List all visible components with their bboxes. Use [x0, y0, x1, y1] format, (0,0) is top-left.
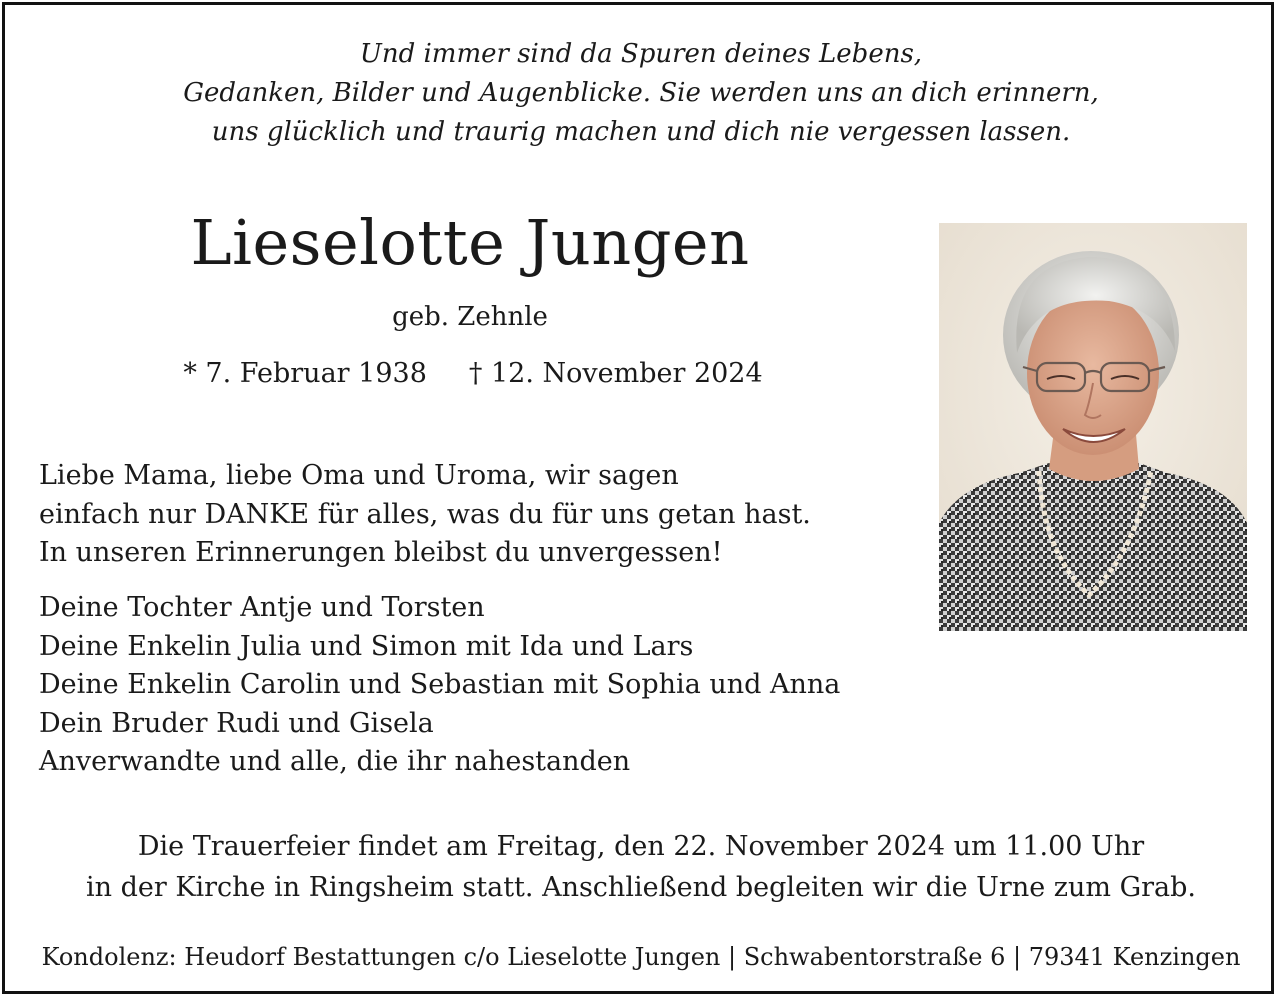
poem-line: Und immer sind da Spuren deines Lebens, [359, 39, 923, 69]
thanks-line: In unseren Erinnerungen bleibst du unvergessen! [39, 537, 723, 568]
memorial-poem [5, 35, 1277, 152]
obituary-notice [2, 2, 1274, 994]
life-dates [5, 357, 941, 391]
family-line: Anverwandte und alle, die ihr nahestanden [39, 746, 631, 777]
poem-line: Gedanken, Bilder und Augenblicke. Sie werden uns an dich erinnern, [183, 78, 1099, 108]
family-line: Dein Bruder Rudi und Gisela [39, 707, 434, 739]
deceased-name: Lieselotte Jungen [190, 206, 750, 279]
thanks-line: Liebe Mama, liebe Oma und Uroma, wir sagen [39, 460, 679, 491]
portrait-photo [939, 223, 1247, 631]
family-line: Deine Tochter Antje und Torsten [39, 592, 485, 623]
family-line: Deine Enkelin Carolin und Sebastian mit Sophia und Anna [39, 669, 841, 700]
service-line: in der Kirche in Ringsheim statt. Anschließend begleiten wir die Urne zum Grab. [85, 872, 1197, 903]
thanks-message [39, 457, 811, 573]
condolence-address: Kondolenz: Heudorf Bestattungen c/o Lieselotte Jungen | Schwabentorstraße 6 | 79341 Kenzingen [41, 943, 1241, 971]
death-date: † 12. November 2024 [468, 358, 763, 389]
thanks-line: einfach nur DANKE für alles, was du für uns getan hast. [39, 498, 811, 530]
family-list [39, 589, 840, 782]
poem-line: uns glücklich und traurig machen und dich nie vergessen lassen. [211, 117, 1071, 147]
birth-date: * 7. Februar 1938 [183, 358, 427, 389]
funeral-service-info [5, 826, 1277, 908]
birth-name: geb. Zehnle [392, 302, 548, 332]
family-line: Deine Enkelin Julia und Simon mit Ida und Lars [39, 630, 694, 662]
service-line: Die Trauerfeier findet am Freitag, den 22. November 2024 um 11.00 Uhr [137, 831, 1145, 862]
